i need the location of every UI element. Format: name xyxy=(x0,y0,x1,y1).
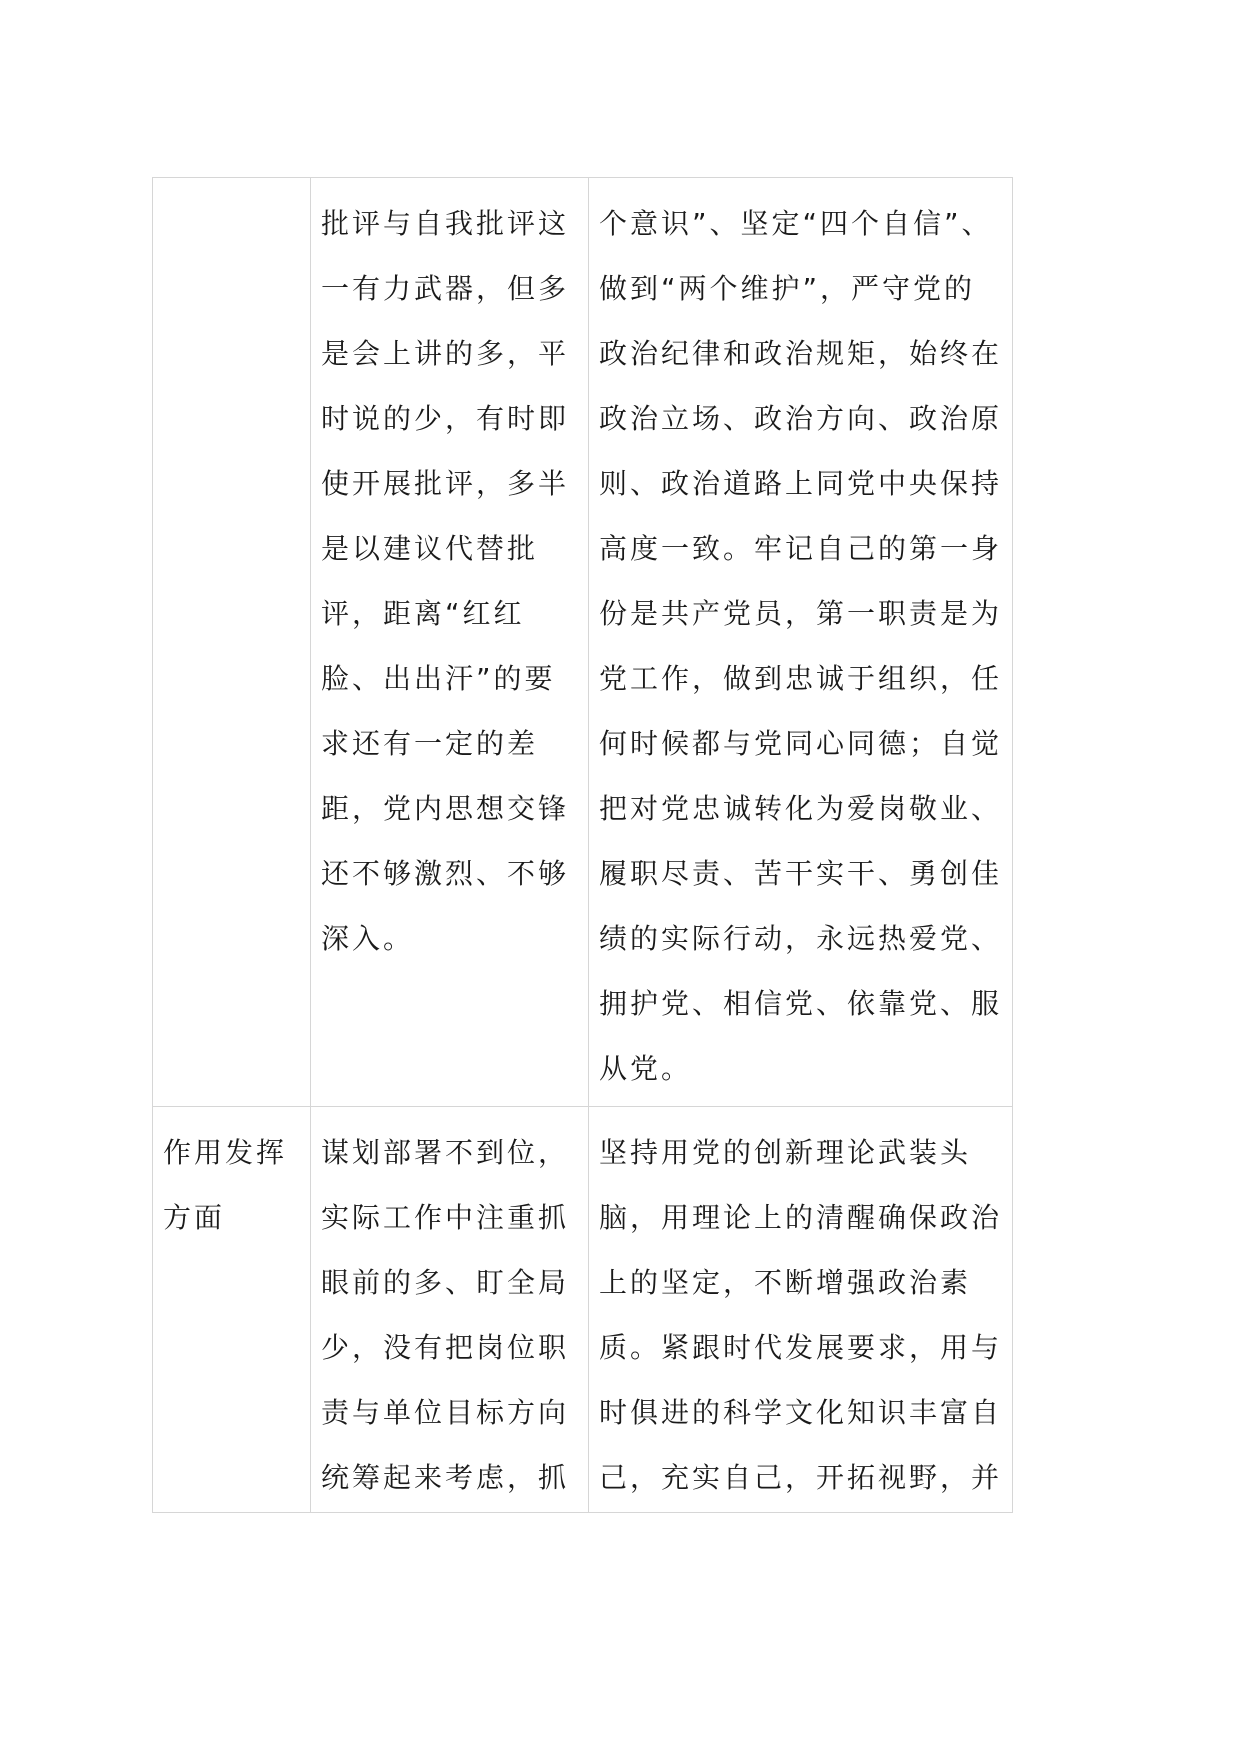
problem-measure-table xyxy=(152,177,1013,1513)
category-cell xyxy=(153,178,311,1107)
problem-cell: 谋划部署不到位，实际工作中注重抓眼前的多、盯全局少，没有把岗位职责与单位目标方向统筹起来考虑，抓 xyxy=(311,1107,589,1513)
measure-cell: 坚持用党的创新理论武装头脑，用理论上的清醒确保政治上的坚定，不断增强政治素质。紧跟时代发展要求，用与时俱进的科学文化知识丰富自己，充实自己，开拓视野，并 xyxy=(589,1107,1013,1513)
table-row xyxy=(153,178,1013,1107)
problem-cell: 批评与自我批评这一有力武器，但多是会上讲的多，平时说的少，有时即使开展批评，多半是以建议代替批评，距离“红红脸、出出汗”的要求还有一定的差距，党内思想交锋还不够激烈、不够深入。 xyxy=(311,178,589,1107)
measure-cell: 个意识”、坚定“四个自信”、做到“两个维护”，严守党的政治纪律和政治规矩，始终在政治立场、政治方向、政治原则、政治道路上同党中央保持高度一致。牢记自己的第一身份是共产党员，第一职责是为党工作，做到忠诚于组织，任何时候都与党同心同德；自觉把对党忠诚转化为爱岗敬业、履职尽责、苦干实干、勇创佳绩的实际行动，永远热爱党、拥护党、相信党、依靠党、服从党。 xyxy=(589,178,1013,1107)
table-row xyxy=(153,1107,1013,1513)
category-cell: 作用发挥方面 xyxy=(153,1107,311,1513)
